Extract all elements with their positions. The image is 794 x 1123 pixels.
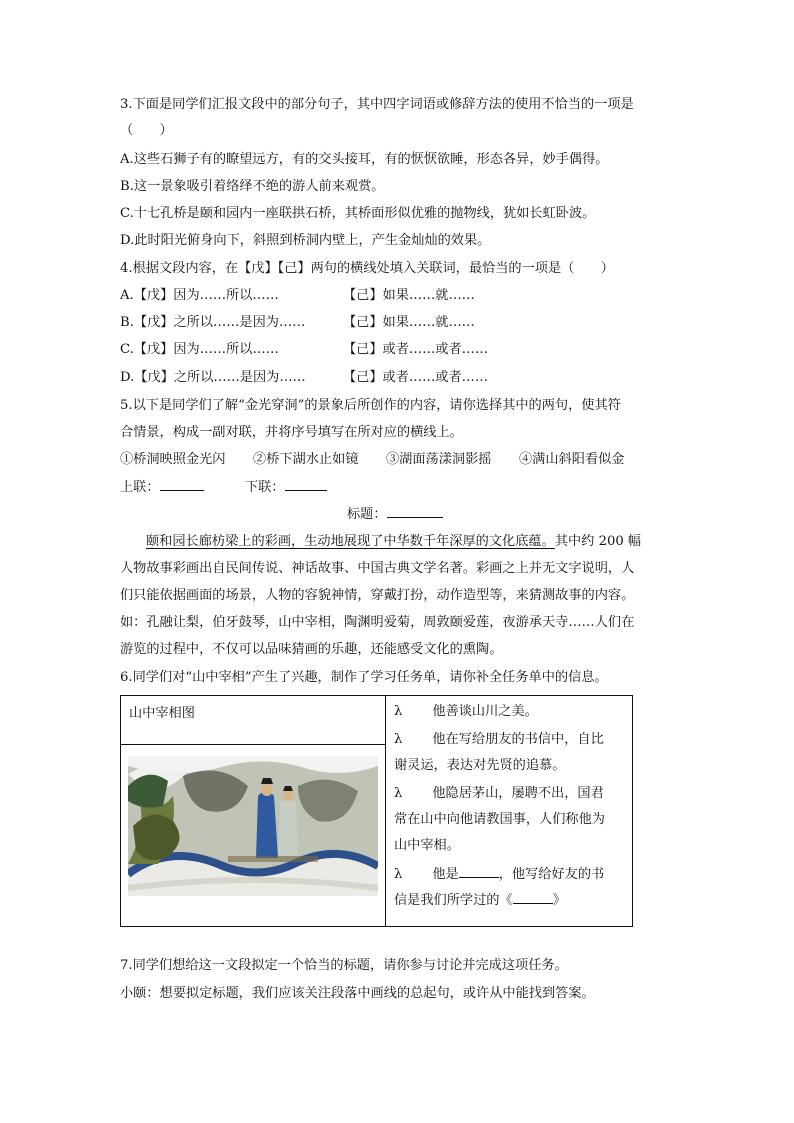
task-bullet-1 <box>394 699 538 725</box>
task-bullet-4-book-pre: 信是我们所学过的《 <box>394 893 513 908</box>
task-bullet-4-line1 <box>394 862 604 888</box>
task-bullet-3-line1 <box>394 781 604 807</box>
q4-option-b-right: 【己】如果……就…… <box>343 315 475 330</box>
passage-line-3: 们只能依据画面的场景，人物的容貌神情，穿戴打扮，动作造型等，来猜测故事的内容。 <box>120 588 635 603</box>
q3-option-c: C.十七孔桥是颐和园内一座联拱石桥，其桥面形似优雅的抛物线，犹如长虹卧波。 <box>120 206 596 221</box>
task-bullet-4-line2 <box>394 888 566 914</box>
passage-title-blank[interactable] <box>387 505 443 518</box>
q6-stem: 6.同学们对“山中宰相”产生了兴趣，制作了学习任务单，请你补全任务单中的信息。 <box>120 670 608 685</box>
q5-lower-label: 下联： <box>245 480 285 495</box>
task-bullet-4-post: ，他写给好友的书 <box>498 867 605 882</box>
q3-option-a: A.这些石狮子有的瞭望远方，有的交头接耳，有的恹恹欲睡，形态各异，妙手偶得。 <box>120 152 609 167</box>
q4-option-a-left: A.【戊】因为……所以…… <box>120 288 279 303</box>
passage-topic-sentence: 颐和园长廊枋梁上的彩画，生动地展现了中华数千年深厚的文化底蕴。 <box>146 534 555 549</box>
q4-option-c-left: C.【戊】因为……所以…… <box>120 342 279 357</box>
bullet-glyph: λ <box>394 786 403 801</box>
passage-title-line <box>347 505 443 525</box>
q5-upper-label: 上联： <box>120 480 160 495</box>
task-bullet-4-book-post: 》 <box>552 893 566 908</box>
bullet-glyph: λ <box>394 704 403 719</box>
task-bullet-4-pre: 他是 <box>432 867 459 882</box>
q4-stem: 4.根据文段内容，在【戊】【己】两句的横线处填入关联词，最恰当的一项是（ ） <box>120 261 614 276</box>
q3-stem: 3.下面是同学们汇报文段中的部分句子，其中四字词语或修辞方法的使用不恰当的一项是 <box>120 97 634 112</box>
task-bullet-1-text: 他善谈山川之美。 <box>432 704 538 719</box>
q3-option-b: B.这一景象吸引着络绎不绝的游人前来观赏。 <box>120 179 385 194</box>
passage-line-5: 游览的过程中，不仅可以品味猜画的乐趣，还能感受文化的熏陶。 <box>120 642 503 657</box>
q4-option-d-right: 【己】或者……或者…… <box>343 370 489 385</box>
q5-lower-couplet <box>245 478 327 498</box>
task-bullet-2-line1 <box>394 727 604 753</box>
task-bullet-3-text-a: 他隐居茅山，屡聘不出，国君 <box>432 786 604 801</box>
q5-upper-blank[interactable] <box>160 478 204 491</box>
person-name-blank[interactable] <box>459 865 499 878</box>
passage-line-1-rest: 其中约 200 幅 <box>554 534 642 549</box>
task-bullet-2-text-a: 他在写给朋友的书信中，自比 <box>432 732 604 747</box>
q5-stem-line2: 合情景，构成一副对联，并将序号填写在所对应的横线上。 <box>120 425 463 440</box>
task-sheet-title: 山中宰相图 <box>129 706 195 721</box>
q5-option-4: ④满山斜阳看似金 <box>519 452 625 467</box>
passage-line-1 <box>146 532 641 552</box>
passage-title-label: 标题： <box>347 507 387 522</box>
mountain-chancellor-painting <box>128 756 378 896</box>
q3-option-d: D.此时阳光俯身向下，斜照到桥洞内壁上，产生金灿灿的效果。 <box>120 233 491 248</box>
q5-option-1: ①桥洞映照金光闪 <box>120 452 226 467</box>
q4-option-d-left: D.【戊】之所以……是因为…… <box>120 370 306 385</box>
task-bullet-3-text-c: 山中宰相。 <box>394 838 460 853</box>
bullet-glyph: λ <box>394 732 403 747</box>
q5-option-3: ③湖面荡漾洞影摇 <box>386 452 492 467</box>
passage-line-4: 如：孔融让梨，伯牙鼓琴，山中宰相，陶渊明爱菊，周敦颐爱莲，夜游承天寺……人们在 <box>120 615 635 630</box>
letter-title-blank[interactable] <box>513 891 553 904</box>
q5-stem-line1: 5.以下是同学们了解“金光穿洞”的景象后所创作的内容，请你选择其中的两句，使其符 <box>120 398 621 413</box>
task-bullet-3-text-b: 常在山中向他请教国事，人们称他为 <box>394 812 605 827</box>
q5-option-2: ②桥下湖水止如镜 <box>253 452 359 467</box>
q7-xiaoyi-line: 小颐：想要拟定标题，我们应该关注段落中画线的总起句，或许从中能找到答案。 <box>120 986 595 1001</box>
q4-option-a-right: 【己】如果……就…… <box>343 288 475 303</box>
task-bullet-2-text-b: 谢灵运，表达对先贤的追慕。 <box>394 758 566 773</box>
bullet-glyph: λ <box>394 867 403 882</box>
q3-answer-paren: （ ） <box>120 123 173 138</box>
q5-lower-blank[interactable] <box>285 478 327 491</box>
q7-stem: 7.同学们想给这一文段拟定一个恰当的标题，请你参与讨论并完成这项任务。 <box>120 958 568 973</box>
task-sheet-title-cell <box>121 696 386 745</box>
q4-option-c-right: 【己】或者……或者…… <box>343 342 489 357</box>
passage-line-2: 人物故事彩画出自民间传说、神话故事、中国古典文学名著。彩画之上并无文字说明，人 <box>120 561 635 576</box>
q4-option-b-left: B.【戊】之所以……是因为…… <box>120 315 306 330</box>
q5-upper-couplet <box>120 478 204 498</box>
